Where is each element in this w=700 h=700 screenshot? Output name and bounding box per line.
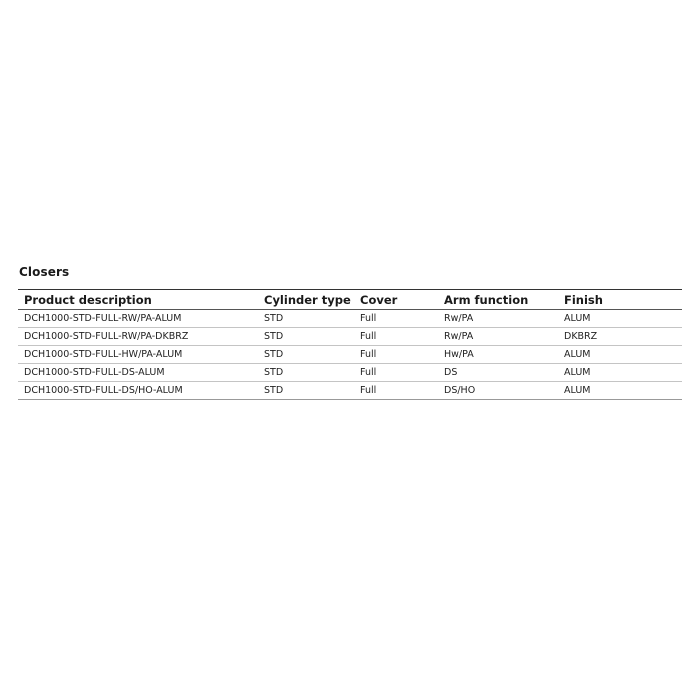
cell-cover: Full — [354, 382, 438, 400]
cell-arm-function: Hw/PA — [438, 346, 558, 364]
cell-product-description: DCH1000-STD-FULL-DS/HO-ALUM — [18, 382, 258, 400]
header-cover: Cover — [354, 290, 438, 310]
table-row — [18, 346, 682, 364]
cell-finish: ALUM — [558, 310, 682, 328]
header-arm-function: Arm function — [438, 290, 558, 310]
cell-product-description: DCH1000-STD-FULL-HW/PA-ALUM — [18, 346, 258, 364]
closers-section — [18, 264, 682, 400]
cell-arm-function: Rw/PA — [438, 328, 558, 346]
cell-cover: Full — [354, 328, 438, 346]
cell-finish: ALUM — [558, 382, 682, 400]
cell-cover: Full — [354, 364, 438, 382]
cell-cylinder-type: STD — [258, 310, 354, 328]
header-finish: Finish — [558, 290, 682, 310]
cell-cylinder-type: STD — [258, 346, 354, 364]
cell-cover: Full — [354, 346, 438, 364]
cell-finish: ALUM — [558, 364, 682, 382]
table-row — [18, 364, 682, 382]
header-cylinder-type: Cylinder type — [258, 290, 354, 310]
cell-product-description: DCH1000-STD-FULL-RW/PA-ALUM — [18, 310, 258, 328]
closers-table — [18, 289, 682, 400]
table-row — [18, 328, 682, 346]
cell-cover: Full — [354, 310, 438, 328]
cell-arm-function: DS/HO — [438, 382, 558, 400]
cell-cylinder-type: STD — [258, 364, 354, 382]
cell-arm-function: Rw/PA — [438, 310, 558, 328]
cell-cylinder-type: STD — [258, 328, 354, 346]
cell-arm-function: DS — [438, 364, 558, 382]
table-header-row — [18, 290, 682, 310]
table-row — [18, 382, 682, 400]
header-product-description: Product description — [18, 290, 258, 310]
cell-finish: ALUM — [558, 346, 682, 364]
table-row — [18, 310, 682, 328]
cell-cylinder-type: STD — [258, 382, 354, 400]
cell-product-description: DCH1000-STD-FULL-RW/PA-DKBRZ — [18, 328, 258, 346]
cell-finish: DKBRZ — [558, 328, 682, 346]
cell-product-description: DCH1000-STD-FULL-DS-ALUM — [18, 364, 258, 382]
section-title: Closers — [19, 265, 70, 279]
